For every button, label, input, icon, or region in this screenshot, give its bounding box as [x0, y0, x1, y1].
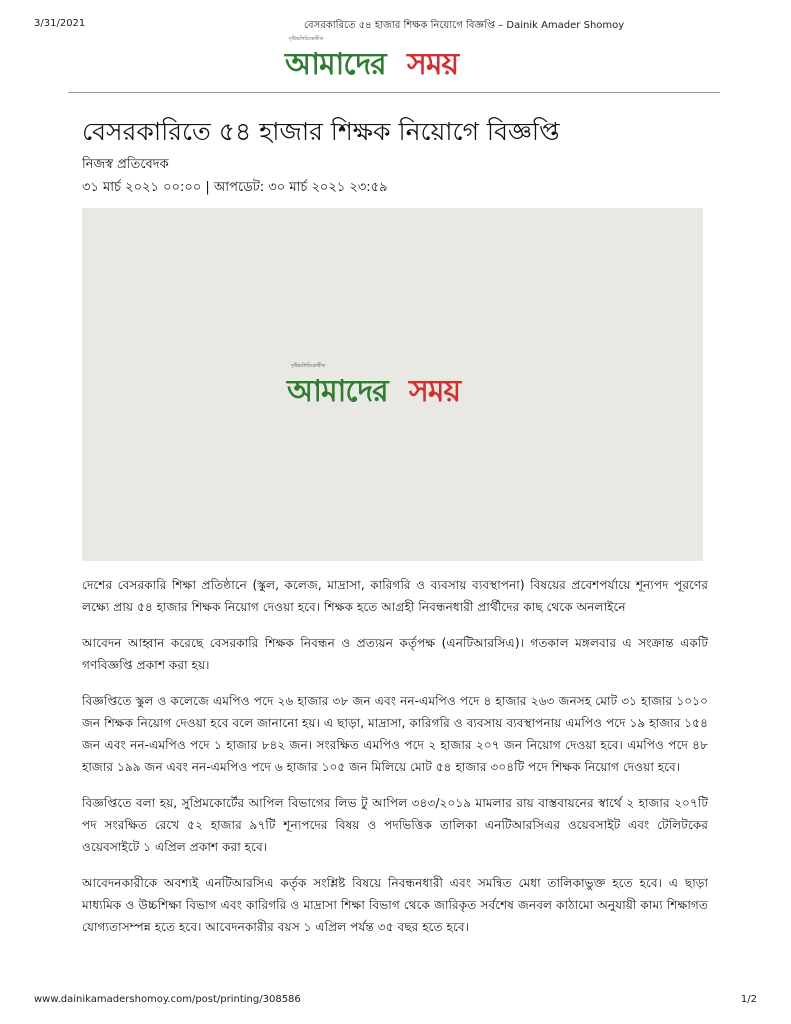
placeholder-logo-part-1: আমাদের — [287, 374, 388, 409]
logo-part-2: সময় — [407, 47, 459, 82]
placeholder-logo-tagline: দৃষ্টিভঙ্গিরিকেন্দ্রীক — [291, 363, 326, 369]
print-doc-title: বেসরকারিতে ৫৪ হাজার শিক্ষক নিয়োগে বিজ্ঞপ্তি – Dainik Amader Shomoy — [304, 20, 625, 31]
site-logo[interactable] — [285, 36, 515, 82]
footer-url[interactable]: www.dainikamadershomoy.com/post/printing/308586 — [34, 994, 301, 1005]
logo-tagline: দৃষ্টিভঙ্গিরিকেন্দ্রীক — [289, 36, 324, 42]
placeholder-logo-part-2: সময় — [409, 374, 461, 409]
masthead — [0, 36, 791, 86]
article-body — [82, 574, 708, 952]
article-paragraph: বিজ্ঞপ্তিতে বলা হয়, সুপ্রিমকোর্টের আপিল বিভাগের লিভ টু আপিল ৩৪৩/২০১৯ মামলার রায় বাস্তবায়নের স্বার্থে ২ হাজার ২০৭টি পদ সংরক্ষিত রেখে ৫২ হাজার ৯৭টি শূন্যপদের বিষয় ও পদভিত্তিক তালিকা এনটিআরসিএর ওয়েবসাইট এবং টেলিটকের ওয়েবসাইটে ১ এপ্রিল প্রকাশ করা হবে। — [82, 796, 708, 854]
print-header — [34, 18, 757, 32]
article-paragraph: আবেদনকারীকে অবশ্যই এনটিআরসিএ কর্তৃক সংশ্লিষ্ট বিষয়ে নিবন্ধনধারী এবং সমন্বিত মেধা তালিকাভুক্ত হতে হবে। এ ছাড়া মাধ্যমিক ও উচ্চশিক্ষা বিভাগ এবং কারিগরি ও মাদ্রাসা শিক্ষা বিভাগ থেকে জারিকৃত সর্বশেষ জনবল কাঠামো অনুযায়ী কাম্য শিক্ষাগত যোগ্যতাসম্পন্ন হতে হবে। আবেদনকারীর বয়স ১ এপ্রিল পর্যন্ত ৩৫ বছর হতে হবে। — [82, 876, 708, 934]
article-paragraph: বিজ্ঞপ্তিতে স্কুল ও কলেজে এমপিও পদে ২৬ হাজার ৩৮ জন এবং নন-এমপিও পদে ৪ হাজার ২৬৩ জনসহ মোট ৩১ হাজার ১০১০ জন শিক্ষক নিয়োগ দেওয়া হবে বলে জানানো হয়। এ ছাড়া, মাদ্রাসা, কারিগরি ও ব্যবসায় ব্যবস্থাপনায় এমপিও পদে ১৯ হাজার ১৫৪ জন এবং নন-এমপিও পদে ১ হাজার ৮৪২ জন। সংরক্ষিত এমপিও পদে ২ হাজার ২০৭ জন নিয়োগ দেওয়া হবে। এমপিও পদে ৪৮ হাজার ১৯৯ জন এবং নন-এমপিও পদে ৬ হাজার ১০৫ জন মিলিয়ে মোট ৫৪ হাজার ৩০৪টি পদে শিক্ষক নিয়োগ দেওয়া হবে। — [82, 694, 708, 774]
article-byline: নিজস্ব প্রতিবেদক — [82, 157, 169, 172]
header-divider — [68, 92, 720, 93]
logo-part-1: আমাদের — [285, 47, 386, 82]
article-paragraph: দেশের বেসরকারি শিক্ষা প্রতিষ্ঠানে (স্কুল, কলেজ, মাদ্রাসা, কারিগরি ও ব্যবসায় ব্যবস্থাপনা) বিষয়ের প্রবেশপর্যায়ে শূন্যপদ পূরণের লক্ষ্যে প্রায় ৫৪ হাজার শিক্ষক নিয়োগ দেওয়া হবে। শিক্ষক হতে আগ্রহী নিবন্ধনধারী প্রার্থীদের কাছ থেকে অনলাইনে — [82, 578, 708, 614]
article-featured-image — [82, 208, 703, 561]
article-headline: বেসরকারিতে ৫৪ হাজার শিক্ষক নিয়োগে বিজ্ঞপ্তি — [82, 117, 560, 146]
print-date: 3/31/2021 — [34, 18, 86, 29]
article-paragraph: আবেদন আহ্বান করেছে বেসরকারি শিক্ষক নিবন্ধন ও প্রত্যয়ন কর্তৃপক্ষ (এনটিআরসিএ)। গতকাল মঙ্গলবার এ সংক্রান্ত একটি গণবিজ্ঞপ্তি প্রকাশ করা হয়। — [82, 636, 708, 672]
article-dateline: ৩১ মার্চ ২০২১ ০০:০০ | আপডেট: ৩০ মার্চ ২০২১ ২৩:৫৯ — [82, 180, 388, 195]
page-number: 1/2 — [740, 994, 757, 1005]
placeholder-logo — [287, 363, 517, 409]
